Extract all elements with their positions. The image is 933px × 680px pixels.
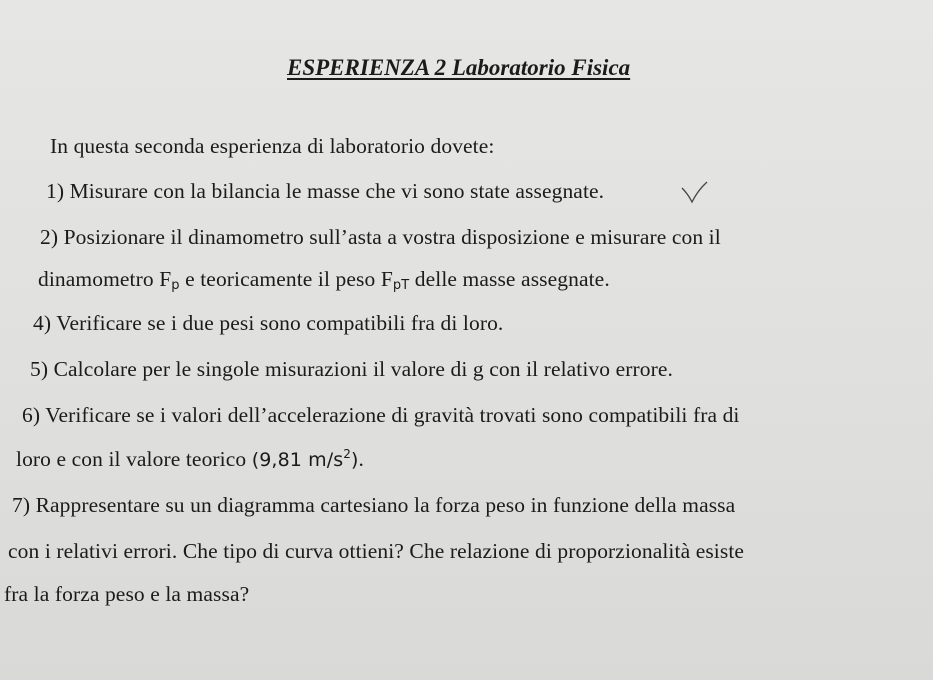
list-item-2-line-1: 2) Posizionare il dinamometro sull’asta a vostra disposizione e misurare con il bbox=[40, 225, 721, 249]
list-item-2-text-b: e teoricamente il peso F bbox=[179, 267, 393, 291]
list-item-7-line-3: fra la forza peso e la massa? bbox=[4, 582, 250, 606]
list-item-6-text: loro e con il valore teorico bbox=[16, 447, 252, 471]
subscript-pt: pT bbox=[392, 278, 410, 293]
list-item-6-line-2 bbox=[16, 447, 364, 472]
check-mark-icon bbox=[680, 180, 710, 206]
list-item-6-end: . bbox=[358, 447, 364, 471]
list-item-2-text-c: delle masse assegnate. bbox=[409, 267, 610, 291]
list-item-4: 4) Verificare se i due pesi sono compatibili fra di loro. bbox=[33, 311, 504, 335]
list-item-1: 1) Misurare con la bilancia le masse che vi sono state assegnate. bbox=[46, 179, 605, 203]
list-item-2-text-a: dinamometro F bbox=[38, 267, 172, 291]
gravity-value bbox=[252, 449, 359, 471]
list-item-5: 5) Calcolare per le singole misurazioni il valore di g con il relativo errore. bbox=[30, 357, 674, 381]
gravity-exponent: 2 bbox=[343, 447, 351, 461]
intro-text: In questa seconda esperienza di laboratorio dovete: bbox=[50, 134, 495, 158]
gravity-close: ) bbox=[350, 449, 359, 471]
list-item-2-line-2 bbox=[38, 267, 610, 293]
list-item-6-line-1: 6) Verificare se i valori dell’accelerazione di gravità trovati sono compatibili fra di bbox=[22, 403, 740, 427]
subscript-p: p bbox=[171, 278, 180, 293]
list-item-7-line-1: 7) Rappresentare su un diagramma cartesiano la forza peso in funzione della massa bbox=[12, 493, 736, 517]
list-item-7-line-2: con i relativi errori. Che tipo di curva ottieni? Che relazione di proporzionalità esiste bbox=[8, 539, 745, 563]
gravity-value-text: (9,81 m/s bbox=[251, 449, 344, 471]
page-title: ESPERIENZA 2 Laboratorio Fisica bbox=[287, 55, 631, 80]
